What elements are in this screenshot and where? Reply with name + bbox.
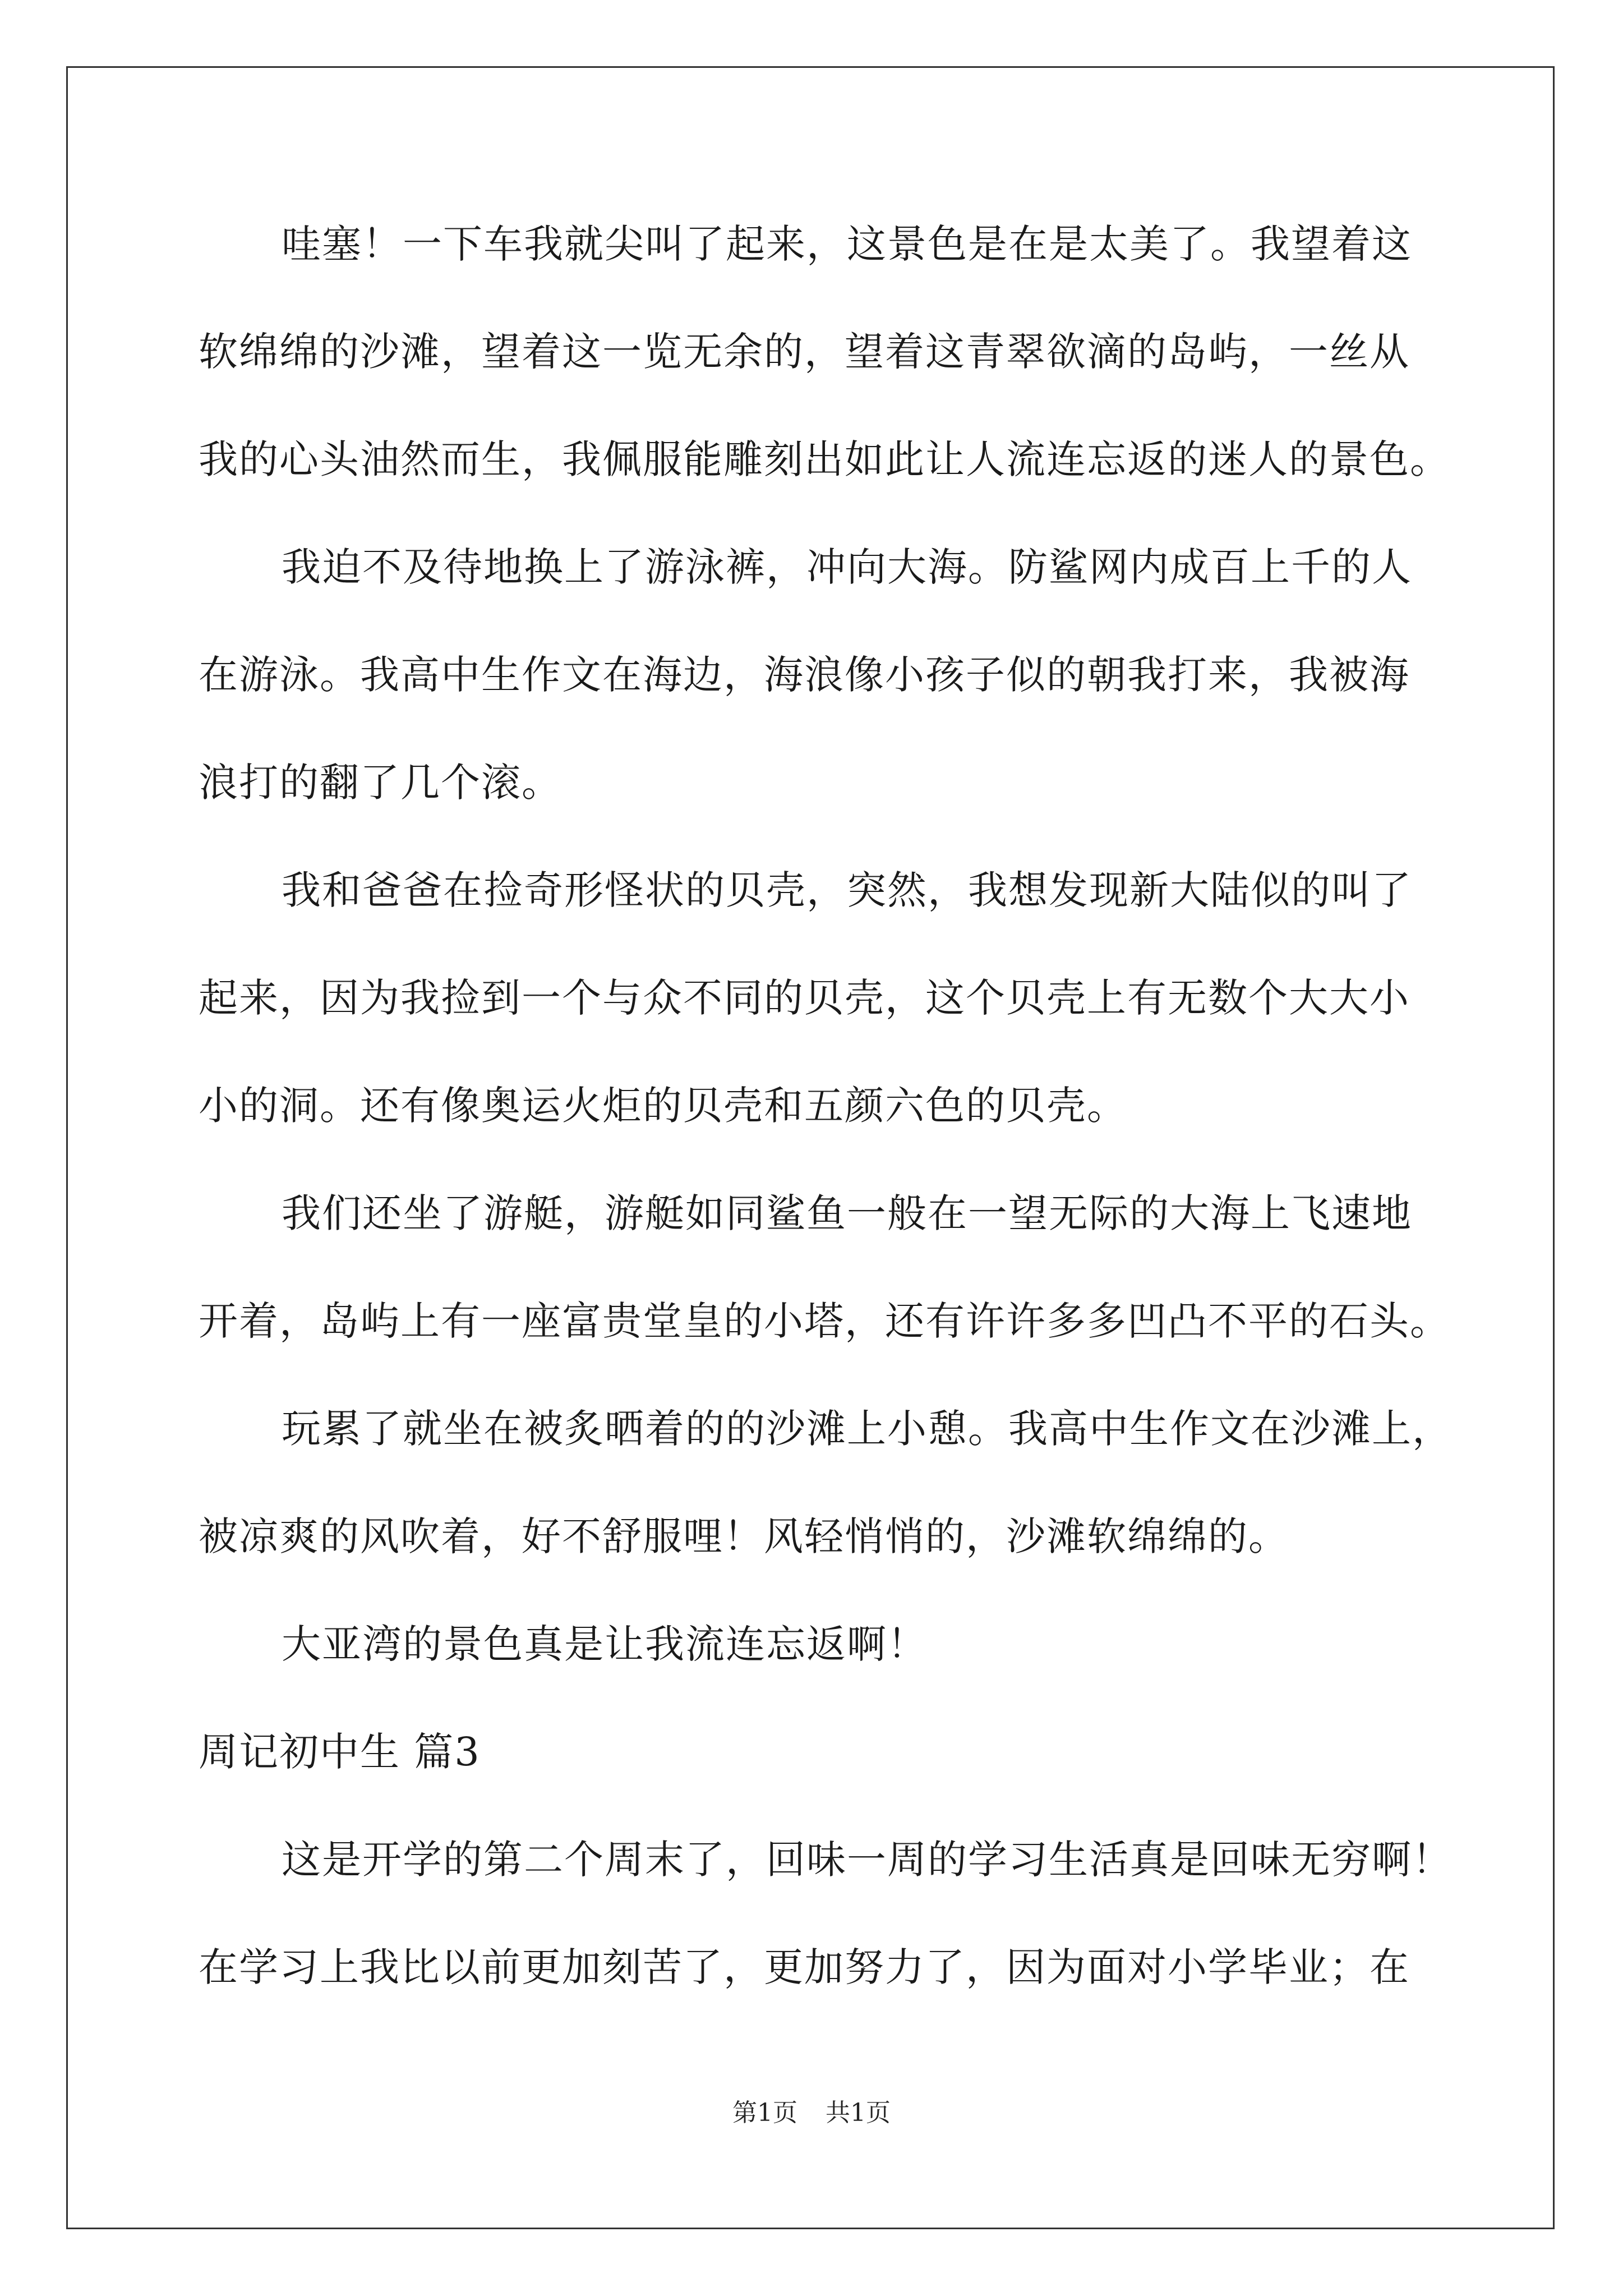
text-line: 小的洞。还有像奥运火炬的贝壳和五颜六色的贝壳。	[199, 1083, 1127, 1129]
page-total: 共1页	[826, 2099, 891, 2127]
text-line: 开着，岛屿上有一座富贵堂皇的小塔，还有许许多多凹凸不平的石头。	[199, 1298, 1450, 1344]
text-line: 我们还坐了游艇，游艇如同鲨鱼一般在一望无际的大海上飞速地	[282, 1190, 1412, 1236]
text-line: 大亚湾的景色真是让我流连忘返啊！	[282, 1621, 928, 1667]
text-line: 被凉爽的风吹着，好不舒服哩！风轻悄悄的，沙滩软绵绵的。	[199, 1513, 1289, 1559]
text-line: 软绵绵的沙滩，望着这一览无余的，望着这青翠欲滴的岛屿，一丝从	[199, 329, 1410, 375]
text-line: 这是开学的第二个周末了，回味一周的学习生活真是回味无穷啊！	[282, 1837, 1453, 1883]
text-line: 在游泳。我高中生作文在海边，海浪像小孩子似的朝我打来，我被海	[199, 652, 1410, 698]
page-footer	[0, 2092, 1623, 2128]
page-number: 第1页	[732, 2099, 797, 2127]
text-line: 在学习上我比以前更加刻苦了，更加努力了，因为面对小学毕业；在	[199, 1944, 1410, 1990]
section-heading: 周记初中生 篇3	[199, 1729, 481, 1775]
document-body	[199, 213, 1453, 2044]
text-line: 我的心头油然而生，我佩服能雕刻出如此让人流连忘返的迷人的景色。	[199, 436, 1450, 482]
text-line: 我和爸爸在捡奇形怪状的贝壳，突然，我想发现新大陆似的叫了	[282, 867, 1412, 913]
text-line: 浪打的翻了几个滚。	[199, 760, 562, 806]
text-line: 哇塞！一下车我就尖叫了起来，这景色是在是太美了。我望着这	[282, 221, 1412, 267]
text-line: 玩累了就坐在被炙晒着的的沙滩上小憩。我高中生作文在沙滩上，	[282, 1406, 1453, 1452]
text-line: 起来，因为我捡到一个与众不同的贝壳，这个贝壳上有无数个大大小	[199, 975, 1410, 1021]
text-line: 我迫不及待地换上了游泳裤，冲向大海。防鲨网内成百上千的人	[282, 544, 1412, 590]
